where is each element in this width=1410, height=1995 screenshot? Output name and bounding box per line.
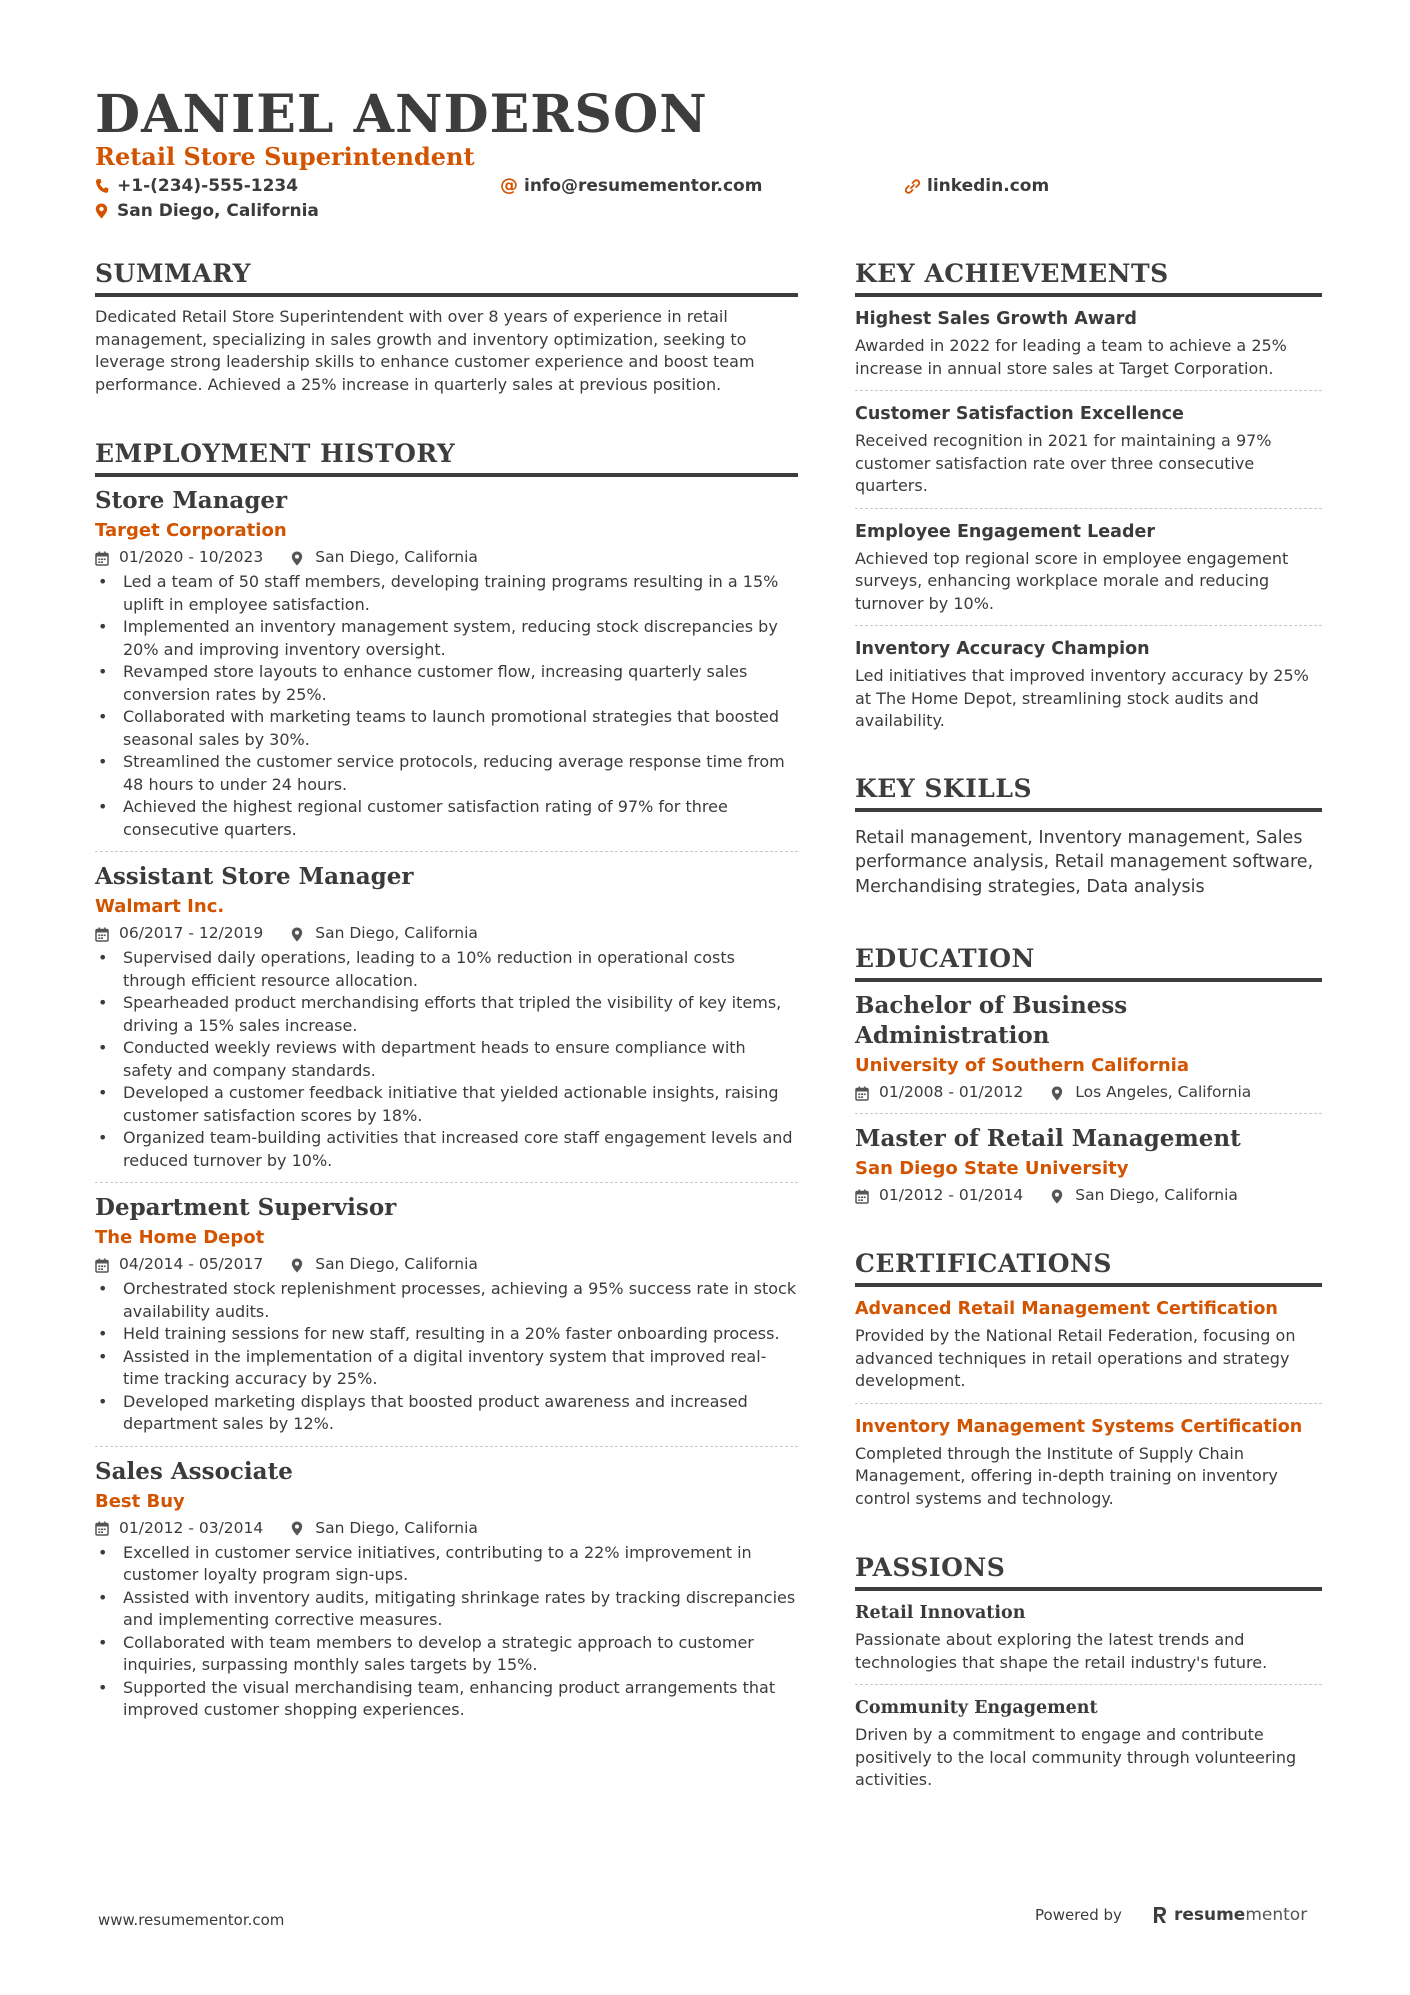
skills-heading: KEY SKILLS [855,773,1322,812]
date-range: 06/2017 - 12/2019 [119,924,264,942]
employment-heading: EMPLOYMENT HISTORY [95,438,798,477]
job-list [95,486,798,1722]
location-text: San Diego, California [117,201,319,221]
job-bullet: • Implemented an inventory management system, reducing stock discrepancies by 20% and improving inventory oversight. [95,616,798,661]
job-bullet: • Achieved the highest regional customer satisfaction rating of 97% for three consecutive quarters. [95,796,798,841]
education-heading: EDUCATION [855,943,1322,982]
skills-text: Retail management, Inventory management, Sales performance analysis, Retail management software, Merchandising strategies, Data analysis [855,827,1314,897]
passions-section [855,1552,1322,1792]
certification-text: Completed through the Institute of Supply Chain Management, offering in-depth training on inventory control systems and technology. [855,1443,1278,1508]
date-range: 01/2012 - 03/2014 [119,1518,264,1537]
job-bullet: • Orchestrated stock replenishment processes, achieving a 95% success rate in stock availability audits. [95,1278,798,1323]
passions-heading: PASSIONS [855,1552,1322,1591]
job-bullets [95,1542,798,1722]
achievement-list [855,306,1322,733]
resumementor-logo-icon [1152,1905,1168,1925]
job-bullet: • Supported the visual merchandising team, enhancing product arrangements that improved customer shopping experiences. [95,1677,798,1722]
job-bullet: • Developed marketing displays that boosted product awareness and increased department sales by 12%. [95,1391,798,1436]
certification-title: Advanced Retail Management Certification [855,1299,1278,1319]
meta-location: San Diego, California [1075,1186,1238,1204]
job-entry [95,862,798,1172]
achievement-title: Employee Engagement Leader [855,521,1155,542]
summary-section [95,258,798,396]
job-bullet: • Developed a customer feedback initiative that yielded actionable insights, raising customer satisfaction scores by 18%. [95,1082,798,1127]
job-title: Department Supervisor [95,1194,397,1221]
job-bullet: • Collaborated with team members to develop a strategic approach to customer inquiries, surpassing monthly sales targets by 15%. [95,1632,798,1677]
meta-row [95,922,798,944]
divider [855,1684,1322,1685]
date-range: 04/2014 - 05/2017 [119,1255,264,1273]
job-bullet: • Conducted weekly reviews with department heads to ensure compliance with safety and company standards. [95,1037,798,1082]
certification-text: Provided by the National Retail Federation, focusing on advanced techniques in retail operations and strategy development. [855,1326,1296,1390]
passion-text: Driven by a commitment to engage and contribute positively to the local community through volunteering activities. [855,1725,1297,1789]
contact-location [95,200,319,222]
calendar-icon [855,1188,869,1203]
job-title: Assistant Store Manager [95,863,414,890]
link-icon [905,178,919,194]
calendar-icon [95,1257,109,1272]
job-entry [95,1193,798,1436]
divider [855,390,1322,391]
at-sign-icon: @ [500,175,518,196]
job-bullets [95,1278,798,1436]
divider [855,1403,1322,1404]
job-entry [95,1457,798,1722]
certification-title: Inventory Management Systems Certification [855,1416,1303,1437]
email-text: info@resumementor.com [524,176,763,196]
certifications-section [855,1248,1322,1510]
skills-section [855,773,1322,900]
divider [855,508,1322,509]
job-bullet: • Collaborated with marketing teams to launch promotional strategies that boosted seasonal sales by 30%. [95,706,798,751]
candidate-name: DANIEL ANDERSON [95,84,708,145]
calendar-icon [95,550,109,565]
calendar-icon [855,1085,869,1100]
job-bullet: • Led a team of 50 staff members, developing training programs resulting in a 15% uplift in employee satisfaction. [95,571,798,616]
certification-item [855,1296,1322,1393]
job-entry [95,486,798,841]
job-bullet: • Held training sessions for new staff, resulting in a 20% faster onboarding process. [95,1323,798,1346]
passion-item [855,1695,1322,1792]
brand-logo[interactable] [1152,1905,1307,1925]
certification-list [855,1296,1322,1510]
job-bullet: • Assisted in the implementation of a digital inventory system that improved real-time tracking accuracy by 25%. [95,1346,798,1391]
summary-heading: SUMMARY [95,258,798,297]
achievement-title: Inventory Accuracy Champion [855,639,1150,659]
job-bullet: • Streamlined the customer service protocols, reducing average response time from 48 hours to under 24 hours. [95,751,798,796]
location-pin-icon [291,1520,305,1535]
job-bullet: • Spearheaded product merchandising efforts that tripled the visibility of key items, driving a 15% sales increase. [95,992,798,1037]
location-pin-icon [1051,1188,1065,1203]
job-company: Best Buy [95,1490,185,1512]
achievement-text: Achieved top regional score in employee engagement surveys, enhancing workplace morale and reducing turnover by 10%. [855,548,1289,613]
divider [95,851,798,852]
divider [95,1446,798,1447]
achievement-text: Received recognition in 2021 for maintaining a 97% customer satisfaction rate over three consecutive quarters. [855,431,1272,495]
brand-name-a: resume [1173,1905,1246,1925]
phone-text: +1-(234)-555-1234 [117,176,299,196]
job-title: Sales Associate [95,1457,293,1485]
calendar-icon [95,926,109,941]
meta-row [95,1253,798,1275]
achievement-text: Led initiatives that improved inventory accuracy by 25% at The Home Depot, streamlining stock audits and availability. [855,666,1309,730]
footer-powered [1035,1905,1307,1925]
job-company: Walmart Inc. [95,896,225,917]
job-bullet: • Revamped store layouts to enhance customer flow, increasing quarterly sales conversion rates by 25%. [95,661,798,706]
job-bullets [95,571,798,841]
divider [95,1182,798,1183]
achievement-title: Highest Sales Growth Award [855,309,1137,329]
achievement-item [855,306,1322,380]
candidate-role: Retail Store Superintendent [95,142,475,171]
school-name: University of Southern California [855,1055,1190,1076]
passion-list [855,1600,1322,1792]
certification-item [855,1414,1322,1511]
job-bullet: • Assisted with inventory audits, mitigating shrinkage rates by tracking discrepancies and implementing corrective measures. [95,1587,798,1632]
achievement-item [855,401,1322,498]
location-pin-icon [95,203,109,219]
calendar-icon [95,1520,109,1535]
certifications-heading: CERTIFICATIONS [855,1248,1322,1287]
achievement-text: Awarded in 2022 for leading a team to achieve a 25% increase in annual store sales at Target Corporation. [855,336,1287,378]
job-bullet: • Excelled in customer service initiatives, contributing to a 22% improvement in customer loyalty program sign-ups. [95,1542,798,1587]
summary-text: Dedicated Retail Store Superintendent with over 8 years of experience in retail management, specializing in sales growth and inventory optimization, seeking to leverage strong leadership skills to enhance customer experience and boost team performance. Achieved a 25% increase in quarterly sales at previous position. [95,307,755,394]
meta-location: Los Angeles, California [1075,1083,1252,1101]
linkedin-text: linkedin.com [927,176,1050,196]
brand-name-b: mentor [1245,1905,1308,1925]
contact-phone[interactable] [95,175,298,197]
education-item [855,991,1322,1103]
contact-linkedin[interactable] [905,175,1049,197]
meta-row [95,1517,798,1539]
date-range: 01/2008 - 01/2012 [879,1083,1024,1101]
divider [855,625,1322,626]
meta-location: San Diego, California [315,1255,478,1273]
achievements-heading: KEY ACHIEVEMENTS [855,258,1322,297]
date-range: 01/2012 - 01/2014 [879,1186,1024,1204]
location-pin-icon [291,926,305,941]
job-company: Target Corporation [95,520,287,541]
achievements-section [855,258,1322,733]
passion-text: Passionate about exploring the latest trends and technologies that shape the retail industry's future. [855,1630,1268,1672]
passion-title: Community Engagement [855,1698,1098,1718]
divider [855,1113,1322,1114]
achievement-title: Customer Satisfaction Excellence [855,404,1184,424]
passion-item [855,1600,1322,1674]
achievement-item [855,519,1322,616]
job-company: The Home Depot [95,1227,265,1248]
job-bullets [95,947,798,1172]
right-column [855,258,1322,1792]
location-pin-icon [291,1257,305,1272]
degree-title: Bachelor of Business Administration [855,992,1128,1049]
meta-location: San Diego, California [315,924,478,942]
meta-location: San Diego, California [315,548,478,566]
employment-section [95,438,798,1722]
meta-row [95,546,798,568]
left-column [95,258,798,1722]
meta-location: San Diego, California [315,1518,478,1537]
achievement-item [855,636,1322,733]
meta-row [855,1184,1322,1206]
education-section [855,943,1322,1206]
contact-email[interactable] [500,175,762,197]
location-pin-icon [1051,1085,1065,1100]
job-bullet: • Organized team-building activities that increased core staff engagement levels and reduced turnover by 10%. [95,1127,798,1172]
powered-by-label: Powered by [1035,1906,1122,1924]
school-name: San Diego State University [855,1158,1129,1179]
education-list [855,991,1322,1206]
job-title: Store Manager [95,487,288,514]
footer-website[interactable]: www.resumementor.com [98,1911,285,1929]
passion-title: Retail Innovation [855,1603,1026,1623]
location-pin-icon [291,550,305,565]
job-bullet: • Supervised daily operations, leading to a 10% reduction in operational costs through efficient resource allocation. [95,947,798,992]
degree-title: Master of Retail Management [855,1125,1241,1152]
meta-row [855,1081,1322,1103]
phone-icon [95,178,109,194]
education-item [855,1124,1322,1206]
date-range: 01/2020 - 10/2023 [119,548,264,566]
